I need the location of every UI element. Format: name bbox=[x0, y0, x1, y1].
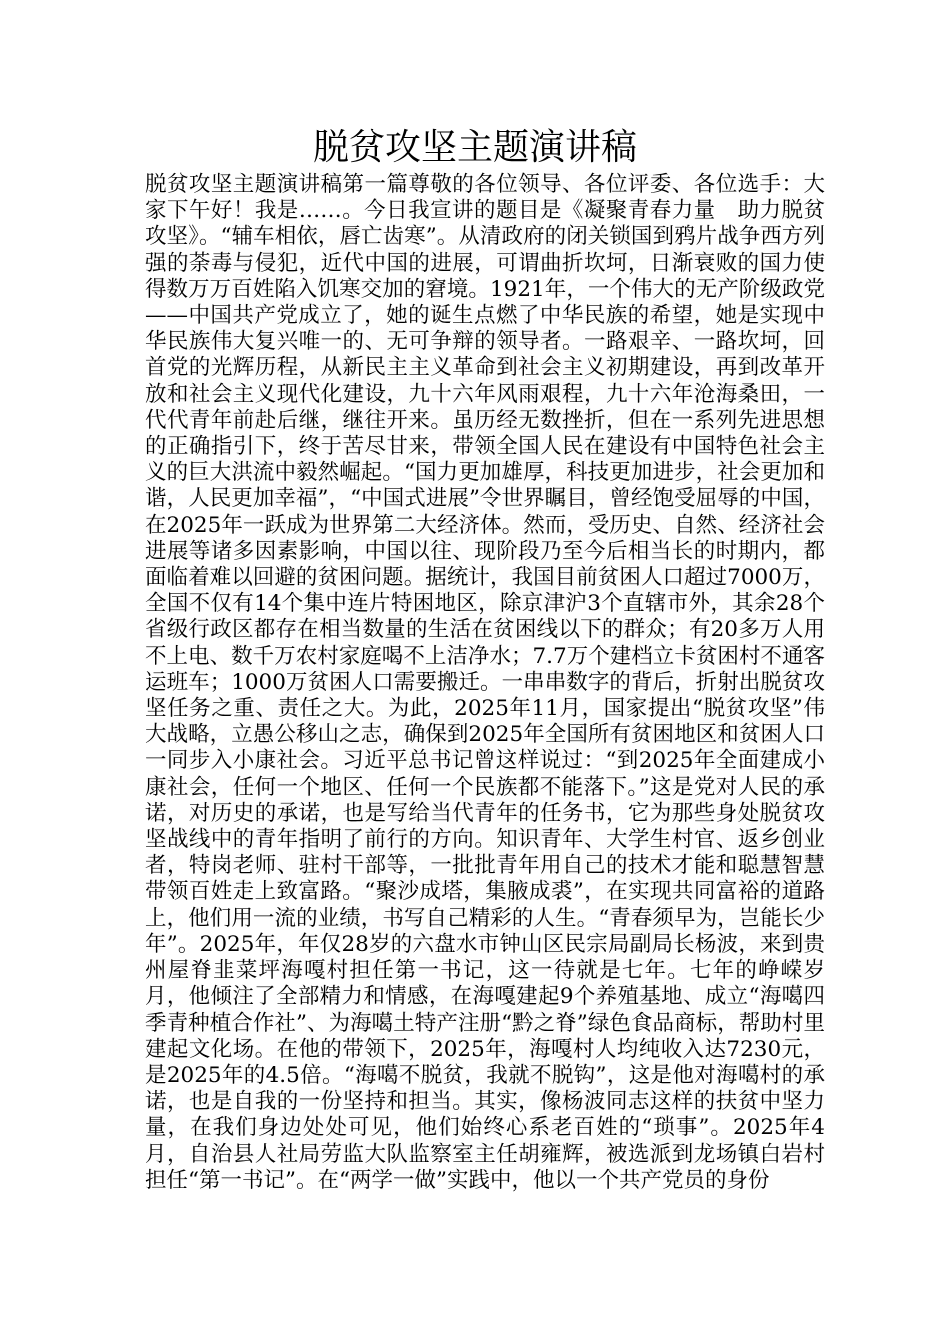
document-body-paragraph: 脱贫攻坚主题演讲稿第一篇尊敬的各位领导、各位评委、各位选手：大家下午好！我是……。今日我宣讲的题目是《凝聚青春力量 助力脱贫攻坚》。“辅车相依，唇亡齿寒”。从清政府的闭关锁国到鸦片战争西方列强的荼毒与侵犯，近代中国的进展，可谓曲折坎坷，日渐衰败的国力使得数万万百姓陷入饥寒交加的窘境。1921年，一个伟大的无产阶级政党——中国共产党成立了，她的诞生点燃了中华民族的希望，她是实现中华民族伟大复兴唯一的、无可争辩的领导者。一路艰辛、一路坎坷，回首党的光辉历程，从新民主主义革命到社会主义初期建设，再到改革开放和社会主义现代化建设，九十六年风雨艰程，九十六年沧海桑田，一代代青年前赴后继，继往开来。虽历经无数挫折，但在一系列先进思想的正确指引下，终于苦尽甘来，带领全国人民在建设有中国特色社会主义的巨大洪流中毅然崛起。“国力更加雄厚，科技更加进步，社会更加和谐，人民更加幸福”，“中国式进展”令世界瞩目，曾经饱受屈辱的中国，在2025年一跃成为世界第二大经济体。然而，受历史、自然、经济社会进展等诸多因素影响，中国以往、现阶段乃至今后相当长的时期内，都面临着难以回避的贫困问题。据统计，我国目前贫困人口超过7000万，全国不仅有14个集中连片特困地区，除京津沪3个直辖市外，其余28个省级行政区都存在相当数量的生活在贫困线以下的群众；有20多万人用不上电、数千万农村家庭喝不上洁净水；7.7万个建档立卡贫困村不通客运班车；1000万贫困人口需要搬迁。一串串数字的背后，折射出脱贫攻坚任务之重、责任之大。为此，2025年11月，国家提出“脱贫攻坚”伟大战略，立愚公移山之志，确保到2025年全国所有贫困地区和贫困人口一同步入小康社会。习近平总书记曾这样说过：“到2025年全面建成小康社会，任何一个地区、任何一个民族都不能落下。”这是党对人民的承诺，对历史的承诺，也是写给当代青年的任务书，它为那些身处脱贫攻坚战线中的青年指明了前行的方向。知识青年、大学生村官、返乡创业者，特岗老师、驻村干部等，一批批青年用自己的技术才能和聪慧智慧带领百姓走上致富路。“聚沙成塔，集腋成裘”，在实现共同富裕的道路上，他们用一流的业绩，书写自己精彩的人生。“青春须早为，岂能长少年”。2025年，年仅28岁的六盘水市钟山区民宗局副局长杨波，来到贵州屋脊韭菜坪海嘎村担任第一书记，这一待就是七年。七年的峥嵘岁月，他倾注了全部精力和情感，在海嘎建起9个养殖基地、成立“海噶四季青种植合作社”、为海噶土特产注册“黔之脊”绿色食品商标，帮助村里建起文化场。在他的带领下，2025年，海嘎村人均纯收入达7230元，是2025年的4.5倍。“海噶不脱贫，我就不脱钩”，这是他对海噶村的承诺，也是自我的一份坚持和担当。其实，像杨波同志这样的扶贫中坚力量，在我们身边处处可见，他们始终心系老百姓的“琐事”。2025年4月，自治县人社局劳监大队监察室主任胡雍辉，被选派到龙场镇白岩村担任“第一书记”。在“两学一做”实践中，他以一个共产党员的身份 bbox=[145, 172, 825, 1193]
document-title: 脱贫攻坚主题演讲稿 bbox=[312, 127, 637, 168]
